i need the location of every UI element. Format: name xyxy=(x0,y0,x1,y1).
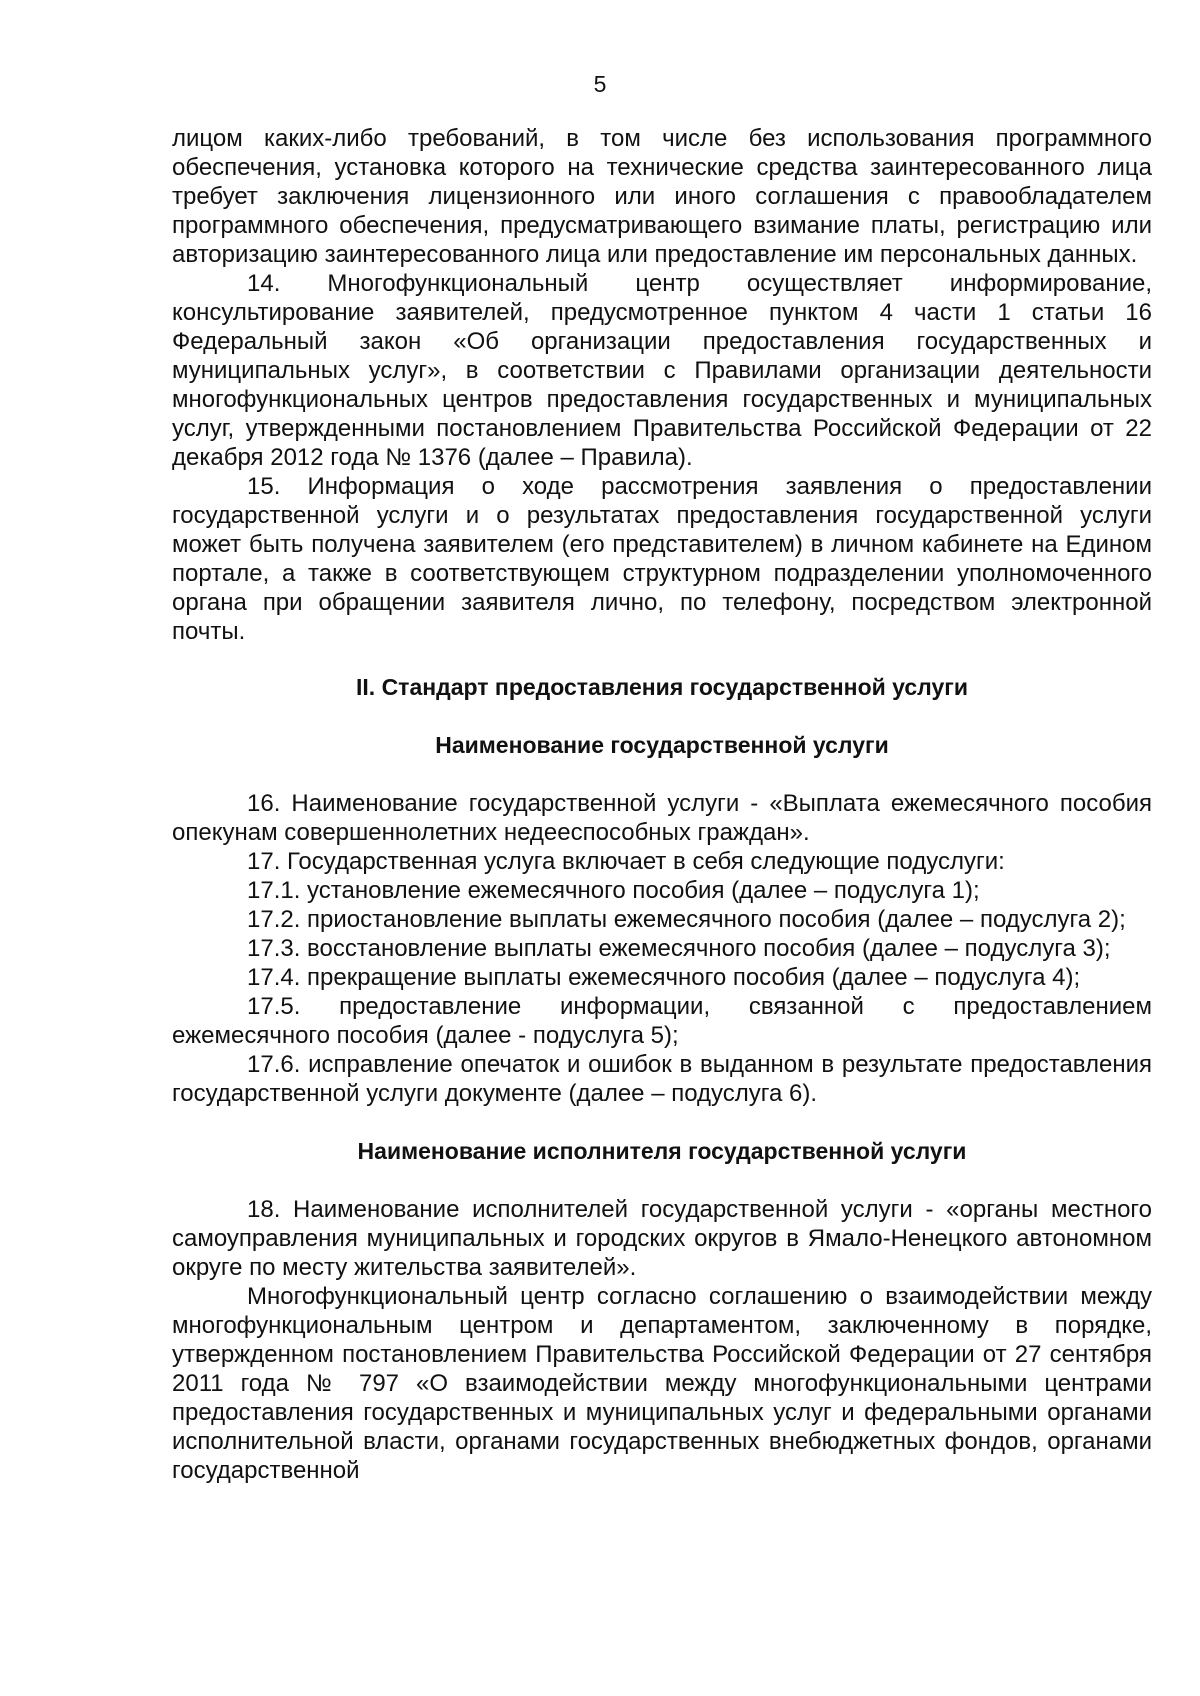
subsection-title-executor-name: Наименование исполнителя государственной услуги xyxy=(357,1138,967,1164)
paragraph-15: 15. Информация о ходе рассмотрения заявления о предоставлении государственной услуги и о результатах предоставления государственной услуги может быть получена заявителем (его представителем) в личном кабинете на Едином портале, а также в соответствующем структурном подразделении уполномоченного органа при обращении заявителя лично, по телефону, посредством электронной почты. xyxy=(172,473,1152,645)
document-body xyxy=(172,124,1152,1485)
paragraph-17: 17. Государственная услуга включает в себя следующие подуслуги: xyxy=(247,848,1005,875)
paragraph-14: 14. Многофункциональный центр осуществляет информирование, консультирование заявителей, предусмотренное пунктом 4 части 1 статьи 16 Федеральный закон «Об организации предоставления государственных и муниципальных услуг», в соответствии с Правилами организации деятельности многофункциональных центров предоставления государственных и муниципальных услуг, утвержденными постановлением Правительства Российской Федерации от 22 декабря 2012 года № 1376 (далее – Правила). xyxy=(172,270,1152,471)
paragraph-mfc-agreement: Многофункциональный центр согласно соглашению о взаимодействии между многофункциональным центром и департаментом, заключенному в порядке, утвержденном постановлением Правительства Российской Федерации от 27 сентября 2011 года № 797 «О взаимодействии между многофункциональными центрами предоставления государственных и муниципальных услуг и федеральными органами исполнительной власти, органами государственных внебюджетных фондов, органами государственной xyxy=(172,1283,1152,1484)
subsection-title-service-name: Наименование государственной услуги xyxy=(435,732,889,758)
paragraph-17-2: 17.2. приостановление выплаты ежемесячного пособия (далее – подуслуга 2); xyxy=(247,906,1126,933)
subsection-executor-name-body xyxy=(172,1195,1152,1485)
paragraph-17-3: 17.3. восстановление выплаты ежемесячного пособия (далее – подуслуга 3); xyxy=(247,935,1111,962)
page-number: 5 xyxy=(593,71,607,97)
paragraph-17-4: 17.4. прекращение выплаты ежемесячного пособия (далее – подуслуга 4); xyxy=(247,964,1081,991)
paragraph-17-1: 17.1. установление ежемесячного пособия (далее – подуслуга 1); xyxy=(247,877,980,904)
subsection-service-name-body xyxy=(172,789,1152,1108)
paragraph-16: 16. Наименование государственной услуги - «Выплата ежемесячного пособия опекунам совершеннолетних недееспособных граждан». xyxy=(172,790,1152,846)
section-title: II. Стандарт предоставления государственной услуги xyxy=(356,674,968,700)
paragraph-17-5: 17.5. предоставление информации, связанной с предоставлением ежемесячного пособия (далее - подуслуга 5); xyxy=(172,993,1152,1049)
paragraph-17-6: 17.6. исправление опечаток и ошибок в выданном в результате предоставления государственной услуги документе (далее – подуслуга 6). xyxy=(172,1051,1152,1107)
paragraph-continuation: лицом каких-либо требований, в том числе без использования программного обеспечения, установка которого на технические средства заинтересованного лица требует заключения лицензионного или иного соглашения с правообладателем программного обеспечения, предусматривающего взимание платы, регистрацию или авторизацию заинтересованного лица или предоставление им персональных данных. xyxy=(172,125,1152,268)
paragraph-18: 18. Наименование исполнителей государственной услуги - «органы местного самоуправления муниципальных и городских округов в Ямало-Ненецкого автономном округе по месту жительства заявителей». xyxy=(172,1196,1152,1281)
